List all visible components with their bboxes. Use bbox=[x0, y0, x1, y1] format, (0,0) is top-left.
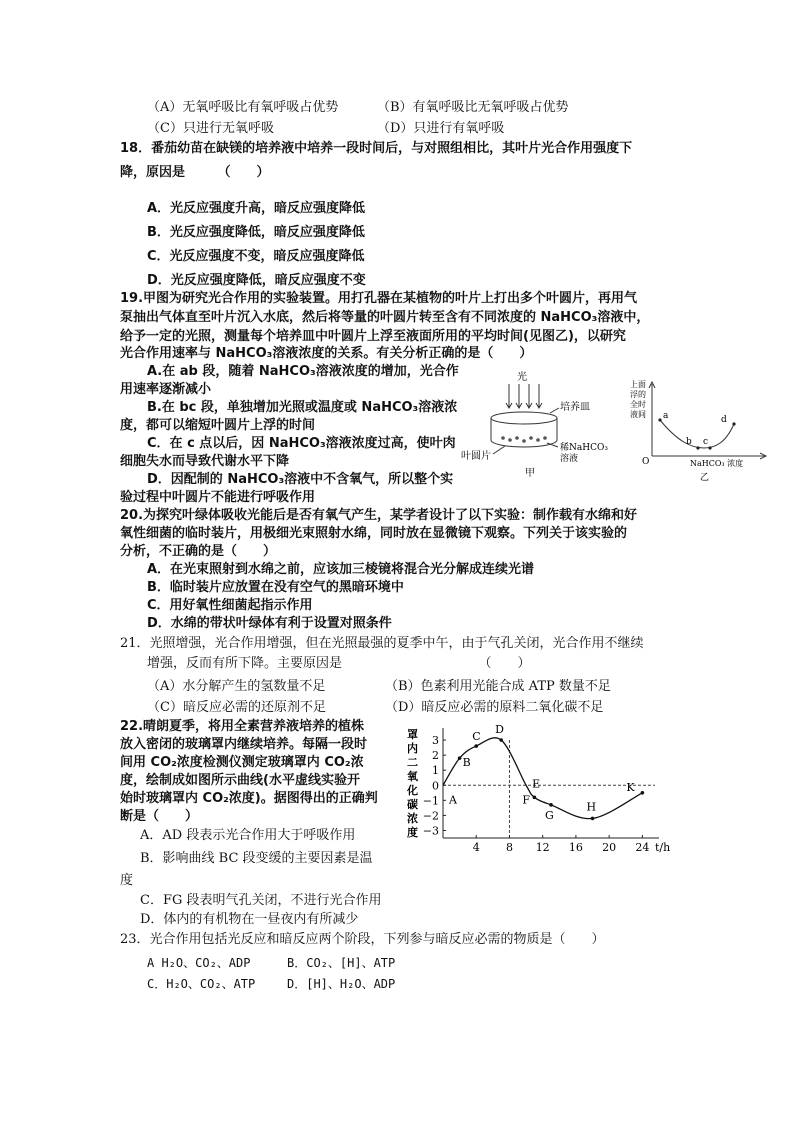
q20-option-b: B．临时装片应放置在没有空气的黑暗环境中 bbox=[147, 580, 404, 595]
q19-stem-line4: 光合作用速率与 NaHCO₃溶液浓度的关系。有关分析正确的是（ ） bbox=[120, 346, 533, 361]
yi-ylabel-3: 全时 bbox=[630, 400, 646, 409]
q19-option-b-line1: B.在 bc 段，单独增加光照或温度或 NaHCO₃溶液浓 bbox=[147, 400, 458, 415]
yi-point-b: b bbox=[686, 437, 692, 447]
point-h bbox=[591, 817, 595, 821]
q20-option-d: D．水绵的带状叶绿体有利于设置对照条件 bbox=[147, 616, 392, 631]
point-d bbox=[499, 738, 503, 742]
q19-option-c-line1: C．在 c 点以后，因 NaHCO₃溶液浓度过高，使叶肉 bbox=[147, 436, 456, 451]
q22-option-a: A．AD 段表示光合作用大于呼吸作用 bbox=[140, 828, 356, 843]
y-tick-label: 3 bbox=[432, 734, 439, 748]
x-tick-label: 16 bbox=[568, 841, 583, 854]
q19-option-d-line2: 验过程中叶圆片不能进行呼吸作用 bbox=[120, 490, 316, 505]
fig-yi-caption: 乙 bbox=[700, 473, 710, 483]
q21-option-b: （B）色素利用光能合成 ATP 数量不足 bbox=[385, 679, 611, 694]
q22-stem-line1: 22.晴朗夏季，将用全素营养液培养的植株 bbox=[120, 719, 365, 734]
q21-option-d: （D）暗反应必需的原料二氧化碳不足 bbox=[385, 700, 604, 715]
q22-option-d: D．体内的有机物在一昼夜内有所减少 bbox=[140, 912, 359, 927]
yi-ylabel-1: 上面 bbox=[630, 380, 646, 389]
q17-option-b: （B）有氧呼吸比无氧呼吸占优势 bbox=[377, 100, 569, 115]
q19-option-a-line1: A.在 ab 段，随着 NaHCO₃溶液浓度的增加，光合作 bbox=[147, 364, 459, 379]
q22-option-b-line1: B．影响曲线 BC 段变缓的主要因素是温 bbox=[140, 851, 373, 866]
q17-option-c: （C）只进行无氧呼吸 bbox=[147, 121, 274, 136]
apparatus-figure-jia bbox=[455, 368, 625, 480]
q22-stem-line4: 度，绘制成如图所示曲线(水平虚线实验开 bbox=[120, 773, 360, 788]
yi-point-d: d bbox=[721, 415, 727, 425]
point-label-d: D bbox=[495, 723, 504, 737]
x-tick-label: 12 bbox=[535, 841, 550, 854]
point-f bbox=[533, 796, 537, 800]
co2-curve bbox=[443, 738, 642, 819]
yi-xlabel: NaHCO₃ 浓度 bbox=[690, 459, 744, 468]
q17-option-a: （A）无氧呼吸比有氧呼吸占优势 bbox=[147, 100, 339, 115]
chart-xlabel: t/h bbox=[655, 841, 671, 854]
light-label: 光 bbox=[517, 372, 527, 383]
q22-option-c: C．FG 段表明气孔关闭，不进行光合作用 bbox=[140, 893, 382, 908]
point-label-k: K bbox=[626, 780, 635, 794]
q19-option-a-line2: 用速率逐渐减小 bbox=[120, 382, 212, 397]
dish-label: 培养皿 bbox=[560, 402, 590, 413]
q19-option-d-line1: D．因配制的 NaHCO₃溶液中不含氧气，所以整个实 bbox=[147, 472, 454, 487]
point-label-a: A bbox=[449, 793, 457, 807]
q21-option-a: （A）水分解产生的氢数量不足 bbox=[147, 679, 326, 694]
point-c bbox=[474, 744, 478, 748]
x-tick-label: 8 bbox=[505, 841, 513, 854]
y-tick-label: −1 bbox=[422, 794, 439, 808]
q19-stem-line2: 泵抽出气体直至叶片沉入水底，然后将等量的叶圆片转至含有不同浓度的 NaHCO₃溶液中， bbox=[120, 310, 650, 325]
q20-stem-line1: 20.为探究叶绿体吸收光能后是否有氧气产生，某学者设计了以下实验：制作载有水绵和好 bbox=[120, 508, 638, 523]
solution-label-2: 溶液 bbox=[560, 454, 579, 464]
chart-ylabel bbox=[406, 727, 419, 839]
float-time-figure-yi bbox=[630, 378, 770, 486]
q22-stem-line6: 断是（ ） bbox=[120, 809, 199, 824]
point-label-f: F bbox=[522, 793, 531, 807]
q18-option-d: D．光反应强度降低，暗反应强度不变 bbox=[147, 273, 366, 288]
q22-stem-line5: 始时玻璃罩内 CO₂浓度)。据图得出的正确判 bbox=[120, 791, 378, 806]
y-tick-label: 1 bbox=[432, 764, 439, 778]
point-label-e: E bbox=[532, 777, 541, 791]
q18-stem-line1: 18．番茄幼苗在缺镁的培养液中培养一段时间后，与对照组相比，其叶片光合作用强度下 bbox=[120, 141, 633, 156]
q21-option-c: （C）暗反应必需的还原剂不足 bbox=[147, 700, 326, 715]
point-label-b: B bbox=[462, 756, 471, 770]
q18-option-c: C．光反应强度不变，暗反应强度降低 bbox=[147, 249, 365, 264]
solution-label-1: 稀NaHCO₃ bbox=[560, 443, 608, 453]
point-b bbox=[458, 756, 462, 760]
yi-origin: O bbox=[642, 457, 650, 467]
co2-concentration-chart bbox=[403, 720, 673, 860]
x-tick-label: 20 bbox=[602, 841, 617, 854]
leaf-disc-label: 叶圆片 bbox=[461, 451, 491, 462]
yi-point-a: a bbox=[663, 411, 669, 421]
y-tick-label: −3 bbox=[422, 824, 439, 838]
fig-jia-caption: 甲 bbox=[525, 468, 535, 479]
q21-stem-line1: 21．光照增强，光合作用增强，但在光照最强的夏季中午，由于气孔关闭，光合作用不继续 bbox=[120, 636, 644, 651]
q20-stem-line3: 分析，不正确的是（ ） bbox=[120, 544, 277, 559]
yi-point-c: c bbox=[703, 437, 709, 447]
point-label-g: G bbox=[545, 808, 554, 822]
q23-option-a: A H₂O、CO₂、ADP bbox=[147, 956, 251, 970]
q18-option-a: A．光反应强度升高，暗反应强度降低 bbox=[147, 201, 366, 216]
q18-stem-line2: 降，原因是 （ ） bbox=[120, 165, 270, 180]
point-g bbox=[549, 803, 553, 807]
q19-stem-line3: 给予一定的光照，测量每个培养皿中叶圆片上浮至液面所用的平均时间(见图乙)，以研究 bbox=[120, 329, 626, 344]
yi-ylabel-4: 液间 bbox=[630, 410, 646, 419]
point-label-h: H bbox=[586, 800, 597, 814]
svg-text:罩内二氧化碳浓度: 罩内二氧化碳浓度 bbox=[407, 728, 418, 839]
q21-stem-line2: 增强，反而有所下降。主要原因是 （ ） bbox=[147, 656, 531, 671]
q23-option-c: C．H₂O、CO₂、ATP bbox=[147, 977, 256, 991]
x-tick-label: 24 bbox=[635, 841, 650, 854]
q20-stem-line2: 氧性细菌的临时装片，用极细光束照射水绵，同时放在显微镜下观察。下列关于该实验的 bbox=[120, 526, 628, 541]
q23-option-d: D．[H]、H₂O、ADP bbox=[287, 977, 396, 991]
y-tick-label: 0 bbox=[432, 779, 439, 793]
y-tick-label: 2 bbox=[432, 749, 439, 763]
q22-stem-line2: 放入密闭的玻璃罩内继续培养。每隔一段时 bbox=[120, 737, 368, 752]
q20-option-a: A．在光束照射到水绵之前，应该加三棱镜将混合光分解成连续光谱 bbox=[147, 562, 535, 577]
q19-stem-line1: 19.甲图为研究光合作用的实验装置。用打孔器在某植物的叶片上打出多个叶圆片，再用气 bbox=[120, 291, 638, 306]
q22-stem-line3: 间用 CO₂浓度检测仪测定玻璃罩内 CO₂浓 bbox=[120, 755, 364, 770]
yi-ylabel-2: 浮的 bbox=[630, 390, 646, 399]
point-k bbox=[641, 791, 645, 795]
q18-option-b: B．光反应强度降低，暗反应强度降低 bbox=[147, 225, 365, 240]
q23-stem: 23．光合作用包括光反应和暗反应两个阶段，下列参与暗反应必需的物质是（ ） bbox=[120, 932, 605, 947]
q19-option-b-line2: 度，都可以缩短叶圆片上浮的时间 bbox=[120, 418, 316, 433]
q20-option-c: C．用好氧性细菌起指示作用 bbox=[147, 598, 313, 613]
x-tick-label: 4 bbox=[472, 841, 480, 854]
q17-option-d: （D）只进行有氧呼吸 bbox=[377, 121, 505, 136]
point-label-c: C bbox=[472, 730, 481, 744]
q19-option-c-line2: 细胞失水而导致代谢水平下降 bbox=[120, 454, 290, 469]
y-tick-label: −2 bbox=[422, 809, 439, 823]
q22-option-b-line2: 度 bbox=[120, 873, 134, 888]
q23-option-b: B．CO₂、[H]、ATP bbox=[287, 956, 396, 970]
